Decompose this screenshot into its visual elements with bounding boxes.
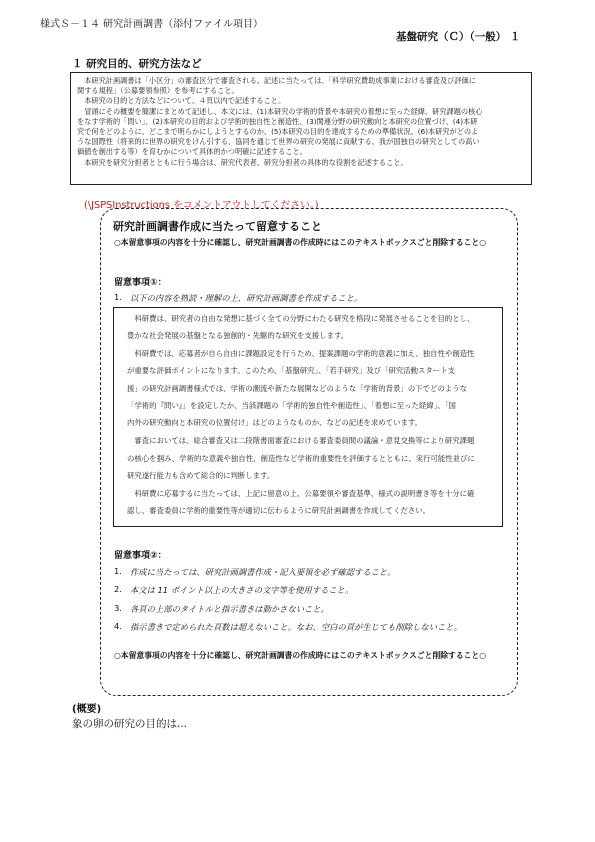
summary-heading: (概要)	[72, 704, 102, 715]
notice-2-item	[114, 566, 504, 578]
inner-guidance-box	[113, 307, 503, 527]
notice-2-item	[114, 584, 504, 596]
instruction-line: 本研究計画調書は「小区分」の審査区分で審査される。記述に当たっては、「科学研究費助成事業における審査及び評価に	[77, 76, 476, 85]
guidance-line: 研究遂行能力も含めて総合的に判断します。	[127, 471, 275, 480]
guidance-line: 豊かな社会発展の基盤となる独創的・先駆的な研究を支援します。	[127, 331, 349, 340]
instruction-line: 価値を創出する等）を育むかについて具体的かつ明確に記述すること。	[77, 147, 307, 157]
item-text: 作成に当たっては、研究計画調書作成・記入要領を必ず確認すること。	[130, 567, 396, 577]
guidance-line: 科研費では、応募者が自ら自由に課題設定を行うため、提案課題の学術的意義に加え、独自性や創造性	[127, 349, 475, 358]
notice-1-item	[114, 292, 494, 304]
comment-out-note: (\JSPSInstructions をコメントアウトしてください。)	[84, 200, 319, 211]
instruction-line: 冒頭にその概要を簡潔にまとめて記述し、本文には、(1)本研究の学術的背景や本研究の着想に至った経緯、研究課題の核心	[77, 106, 483, 116]
item-number: 2.	[114, 584, 122, 594]
research-category: 基盤研究（Ｃ）（一般） １	[396, 31, 521, 43]
section-title: １ 研究目的、研究方法など	[72, 58, 202, 70]
item-number: 1.	[114, 292, 122, 302]
guidance-line: 「学術的『問い』」を設定したか、当該課題の「学術的独自性や創造性」、「着想に至った経緯」、「国	[127, 401, 456, 410]
instruction-line: 関する規程」（公募要領参照）を参考にすること。	[77, 86, 239, 96]
instruction-line: 究で何をどのように、どこまで明らかにしようとするのか、(5)本研究の目的を達成するための準備状況、(6)本研究がどのよ	[77, 127, 479, 137]
notice-2-label: 留意事項②：	[114, 551, 167, 561]
guidance-line: の核心を掴み、学術的な意義や独自性、創造性など学術的重要性を評価するとともに、実行可能性並びに	[127, 454, 475, 463]
guidance-line: 審査においては、総合審査又は二段階書面審査における審査委員間の議論・意見交換等により研究課題	[127, 436, 475, 445]
instruction-line: 本研究を研究分担者とともに行う場合は、研究代表者、研究分担者の具体的な役割を記述すること。	[77, 157, 408, 167]
form-id: 様式Ｓ－１４ 研究計画調書（添付ファイル項目）	[40, 19, 263, 30]
guidance-line: 科研費は、研究者の自由な発想に基づく全ての分野にわたる研究を格段に発展させることを目的とし、	[127, 314, 475, 323]
guidance-line: 認し、審査委員に学術的重要性等が適切に伝わるように研究計画調書を作成してください。	[127, 506, 431, 515]
notice-1-label: 留意事項①：	[114, 278, 167, 288]
guidance-line: 科研費に応募するに当たっては、上記に留意の上、公募要領や審査基準、様式の説明書き等を十分に確	[127, 489, 475, 498]
item-text: 指示書きで定められた頁数は超えないこと。なお、空白の頁が生じても削除しないこと。	[130, 622, 462, 632]
guidance-line: が重要な評価ポイントになります。このため、「基盤研究」、「若手研究」及び「研究活動スタート支	[127, 366, 455, 375]
instruction-line: 本研究の目的と方法などについて、４頁以内で記述すること。	[77, 96, 286, 106]
guidance-line: 内外の研究動向と本研究の位置付け」はどのようなものか、などの記述を求めています。	[127, 418, 423, 427]
notice-2-item	[114, 603, 504, 615]
item-number: 4.	[114, 621, 122, 631]
item-text: 各頁の上部のタイトルと指示書きは動かさないこと。	[130, 604, 329, 614]
instructions-box	[70, 72, 532, 185]
textbox-title: 研究計画調書作成に当たって留意すること	[113, 220, 322, 233]
item-text: 本文は 11 ポイント以上の大きさの文字等を使用すること。	[130, 585, 354, 595]
delete-note-bottom: ○本留意事項の内容を十分に確認し、研究計画調書の作成時にはこのテキストボックスごと削除すること○	[114, 651, 487, 660]
item-text: 以下の内容を熟読・理解の上、研究計画調書を作成すること。	[130, 293, 363, 303]
item-number: 1.	[114, 566, 122, 576]
instruction-line: うな国際性（将来的に世界の研究をけん引する、協同を通じて世界の研究の発展に貢献する、我が国独自の研究としての高い	[77, 137, 480, 147]
instruction-line: をなす学術的「問い」、(2)本研究の目的および学術的独自性と創造性、(3)関連分野の研究動向と本研究の位置づけ、(4)本研	[77, 116, 478, 126]
summary-body[interactable]: 象の卵の研究の目的は...	[72, 718, 188, 730]
guidance-line: 援」の研究計画調書様式では、学術の潮流や新たな展開などのような「学術的背景」の下でどのような	[127, 384, 467, 393]
delete-note-top: ○本留意事項の内容を十分に確認し、研究計画調書の作成時にはこのテキストボックスごと削除すること○	[114, 238, 487, 247]
item-number: 3.	[114, 603, 122, 613]
notice-2-item	[114, 621, 504, 633]
